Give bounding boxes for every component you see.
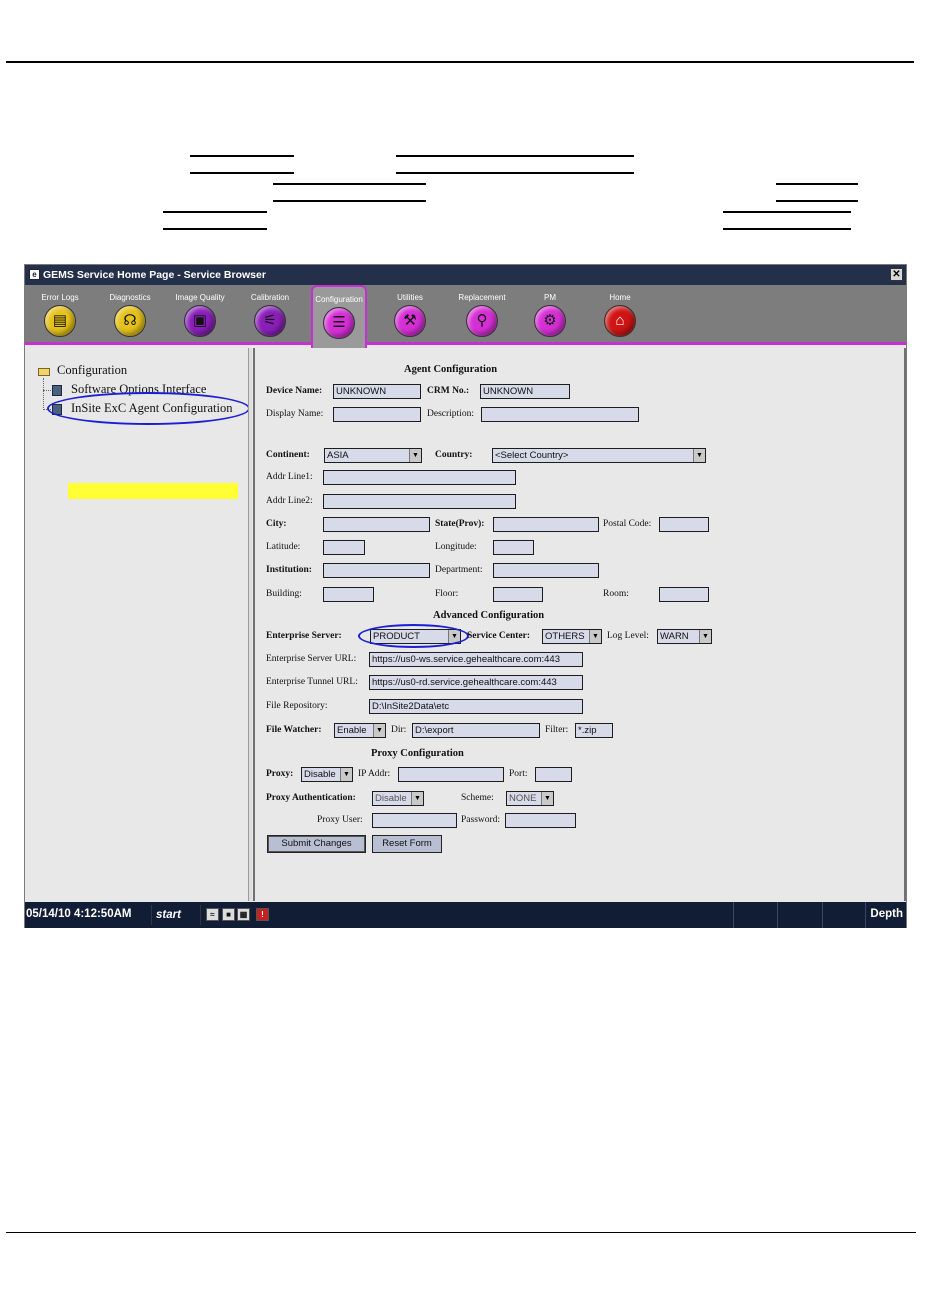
filter-field[interactable]: *.zip: [575, 723, 613, 738]
error-logs-icon: ▤: [44, 305, 76, 337]
tab-error-logs[interactable]: [25, 285, 95, 345]
chevron-down-icon: ▼: [411, 792, 423, 805]
proxy-value: Disable: [304, 769, 336, 780]
blank-line: [273, 183, 426, 185]
chevron-down-icon: ▼: [693, 449, 705, 462]
enterprise-url-field[interactable]: https://us0-ws.service.gehealthcare.com:443: [369, 652, 583, 667]
file-watcher-label: File Watcher:: [266, 725, 322, 735]
crm-field[interactable]: UNKNOWN: [480, 384, 570, 399]
proxy-config-header: Proxy Configuration: [371, 748, 464, 759]
stethoscope-icon: ☊: [114, 305, 146, 337]
taskbar-separator: [865, 902, 866, 928]
blank-line: [163, 211, 267, 213]
tab-replacement[interactable]: [447, 285, 517, 345]
chevron-down-icon: ▼: [340, 768, 352, 781]
app-icon: e: [29, 269, 40, 280]
service-center-select[interactable]: [542, 629, 602, 644]
building-field[interactable]: [323, 587, 374, 602]
city-field[interactable]: [323, 517, 430, 532]
tab-label: Home: [609, 293, 631, 302]
addr-line1-field[interactable]: [323, 470, 516, 485]
crm-label: CRM No.:: [427, 386, 470, 396]
annotation-ellipse: [358, 624, 469, 648]
proxy-auth-label: Proxy Authentication:: [266, 793, 356, 803]
scheme-select[interactable]: [506, 791, 554, 806]
file-watcher-value: Enable: [337, 725, 367, 736]
password-field[interactable]: [505, 813, 576, 828]
tab-pm[interactable]: [515, 285, 585, 345]
blank-line: [190, 172, 294, 174]
proxy-label: Proxy:: [266, 769, 294, 779]
proxy-auth-select[interactable]: [372, 791, 424, 806]
blank-line: [723, 228, 851, 230]
port-label: Port:: [509, 769, 528, 779]
calibration-icon: ⚟: [254, 305, 286, 337]
display-name-label: Display Name:: [266, 409, 324, 419]
addr-line2-field[interactable]: [323, 494, 516, 509]
tunnel-url-label: Enterprise Tunnel URL:: [266, 677, 358, 687]
tab-image-quality[interactable]: [165, 285, 235, 345]
continent-value: ASIA: [327, 450, 349, 461]
taskbar-separator: [822, 902, 823, 928]
pane-splitter[interactable]: [248, 348, 252, 901]
latitude-field[interactable]: [323, 540, 365, 555]
tree-item-software-options[interactable]: Software Options Interface: [71, 382, 207, 396]
service-center-label: Service Center:: [467, 631, 531, 641]
taskbar-clock: 05/14/10 4:12:50AM: [26, 908, 132, 920]
agent-config-header: Agent Configuration: [404, 364, 498, 375]
file-repository-field[interactable]: D:\InSite2Data\etc: [369, 699, 583, 714]
log-level-value: WARN: [660, 631, 689, 642]
state-field[interactable]: [493, 517, 599, 532]
building-label: Building:: [266, 589, 302, 599]
longitude-label: Longitude:: [435, 542, 477, 552]
enterprise-server-label: Enterprise Server:: [266, 631, 342, 641]
enterprise-url-label: Enterprise Server URL:: [266, 654, 357, 664]
proxy-select[interactable]: [301, 767, 353, 782]
image-quality-icon: ▣: [184, 305, 216, 337]
taskbar: [25, 902, 906, 928]
addr-line1-label: Addr Line1:: [266, 472, 313, 482]
replacement-icon: ⚲: [466, 305, 498, 337]
taskbar-separator: [777, 902, 778, 928]
country-select[interactable]: [492, 448, 706, 463]
scheme-label: Scheme:: [461, 793, 494, 803]
tab-label: Replacement: [458, 293, 506, 302]
tree-item-insite-agent-config[interactable]: InSite ExC Agent Configuration: [71, 401, 233, 415]
tab-label: PM: [544, 293, 556, 302]
proxy-user-label: Proxy User:: [317, 815, 363, 825]
tab-label: Configuration: [315, 295, 363, 304]
document-icon: [52, 385, 62, 396]
state-label: State(Prov):: [435, 519, 485, 529]
footer-rule: [6, 1232, 916, 1233]
window-title: GEMS Service Home Page - Service Browser: [43, 269, 266, 281]
tab-diagnostics[interactable]: [95, 285, 165, 345]
start-button[interactable]: start: [151, 905, 201, 925]
blank-line: [190, 155, 294, 157]
city-label: City:: [266, 519, 287, 529]
chevron-down-icon: ▼: [448, 630, 460, 643]
blank-line: [776, 183, 858, 185]
service-center-value: OTHERS: [545, 631, 585, 642]
tab-label: Calibration: [250, 293, 290, 302]
utilities-icon: ⚒: [394, 305, 426, 337]
ip-addr-label: IP Addr:: [358, 769, 391, 779]
printer-icon[interactable]: ▦: [237, 908, 250, 921]
blank-line: [776, 200, 858, 202]
blank-line: [273, 200, 426, 202]
header-rule: [6, 61, 914, 63]
network-icon[interactable]: ≈: [206, 908, 219, 921]
longitude-field[interactable]: [493, 540, 534, 555]
tab-home[interactable]: [585, 285, 655, 345]
file-watcher-select[interactable]: [334, 723, 386, 738]
blank-line: [723, 211, 851, 213]
room-field[interactable]: [659, 587, 709, 602]
blank-line: [396, 155, 634, 157]
close-icon[interactable]: ✕: [890, 268, 903, 281]
chevron-down-icon: ▼: [541, 792, 553, 805]
scheme-value: NONE: [509, 793, 537, 804]
depth-label[interactable]: Depth: [870, 908, 903, 920]
service-browser-window: [24, 264, 907, 928]
display-name-field[interactable]: [333, 407, 421, 422]
log-level-label: Log Level:: [607, 631, 649, 641]
device-name-field[interactable]: UNKNOWN: [333, 384, 421, 399]
chevron-down-icon: ▼: [589, 630, 601, 643]
description-field[interactable]: [481, 407, 639, 422]
floor-field[interactable]: [493, 587, 543, 602]
lock-icon[interactable]: ■: [222, 908, 235, 921]
postal-code-label: Postal Code:: [603, 519, 652, 529]
filter-label: Filter:: [545, 725, 569, 735]
tab-calibration[interactable]: [235, 285, 305, 345]
tab-bar: [25, 285, 906, 345]
chevron-down-icon: ▼: [373, 724, 385, 737]
submit-changes-button[interactable]: Submit Changes: [267, 835, 366, 853]
alert-icon[interactable]: !: [256, 908, 269, 921]
tree-connector: [43, 378, 44, 410]
blank-line: [163, 228, 267, 230]
device-name-label: Device Name:: [266, 386, 323, 396]
blank-line: [396, 172, 634, 174]
institution-label: Institution:: [266, 565, 312, 575]
chevron-down-icon: ▼: [409, 449, 421, 462]
pm-icon: ⚙: [534, 305, 566, 337]
taskbar-separator: [733, 902, 734, 928]
department-label: Department:: [435, 565, 483, 575]
latitude-label: Latitude:: [266, 542, 301, 552]
advanced-config-header: Advanced Configuration: [433, 610, 545, 621]
navigation-tree: [26, 348, 251, 901]
tab-configuration[interactable]: [311, 285, 367, 348]
log-level-select[interactable]: [657, 629, 712, 644]
home-icon: ⌂: [604, 305, 636, 337]
folder-icon: [38, 368, 50, 376]
tree-root-configuration[interactable]: Configuration: [57, 363, 128, 377]
description-label: Description:: [427, 409, 474, 419]
chevron-down-icon: ▼: [699, 630, 711, 643]
tab-label: Error Logs: [41, 293, 79, 302]
room-label: Room:: [603, 589, 629, 599]
tab-label: Image Quality: [175, 293, 225, 302]
agent-config-form: [253, 348, 906, 901]
continent-select[interactable]: [324, 448, 422, 463]
country-label: Country:: [435, 450, 473, 460]
tab-label: Diagnostics: [109, 293, 151, 302]
password-label: Password:: [461, 815, 501, 825]
tab-utilities[interactable]: [375, 285, 445, 345]
file-repository-label: File Repository:: [266, 701, 328, 711]
institution-field[interactable]: [323, 563, 430, 578]
addr-line2-label: Addr Line2:: [266, 496, 313, 506]
tab-label: Utilities: [397, 293, 423, 302]
department-field[interactable]: [493, 563, 599, 578]
floor-label: Floor:: [435, 589, 459, 599]
country-value: <Select Country>: [495, 450, 569, 461]
ip-addr-field[interactable]: [398, 767, 504, 782]
proxy-auth-value: Disable: [375, 793, 407, 804]
tunnel-url-field[interactable]: https://us0-rd.service.gehealthcare.com:443: [369, 675, 583, 690]
tree-connector: [43, 390, 51, 391]
dir-field[interactable]: D:\export: [412, 723, 540, 738]
annotation-ellipse: [47, 392, 250, 425]
enterprise-server-value: PRODUCT: [373, 631, 420, 642]
postal-code-field[interactable]: [659, 517, 709, 532]
dir-label: Dir:: [391, 725, 407, 735]
title-bar: [25, 265, 906, 285]
reset-form-button[interactable]: Reset Form: [372, 835, 442, 853]
port-field[interactable]: [535, 767, 572, 782]
continent-label: Continent:: [266, 450, 310, 460]
configuration-icon: ☰: [323, 307, 355, 339]
proxy-user-field[interactable]: [372, 813, 457, 828]
selection-highlight: [68, 483, 238, 499]
